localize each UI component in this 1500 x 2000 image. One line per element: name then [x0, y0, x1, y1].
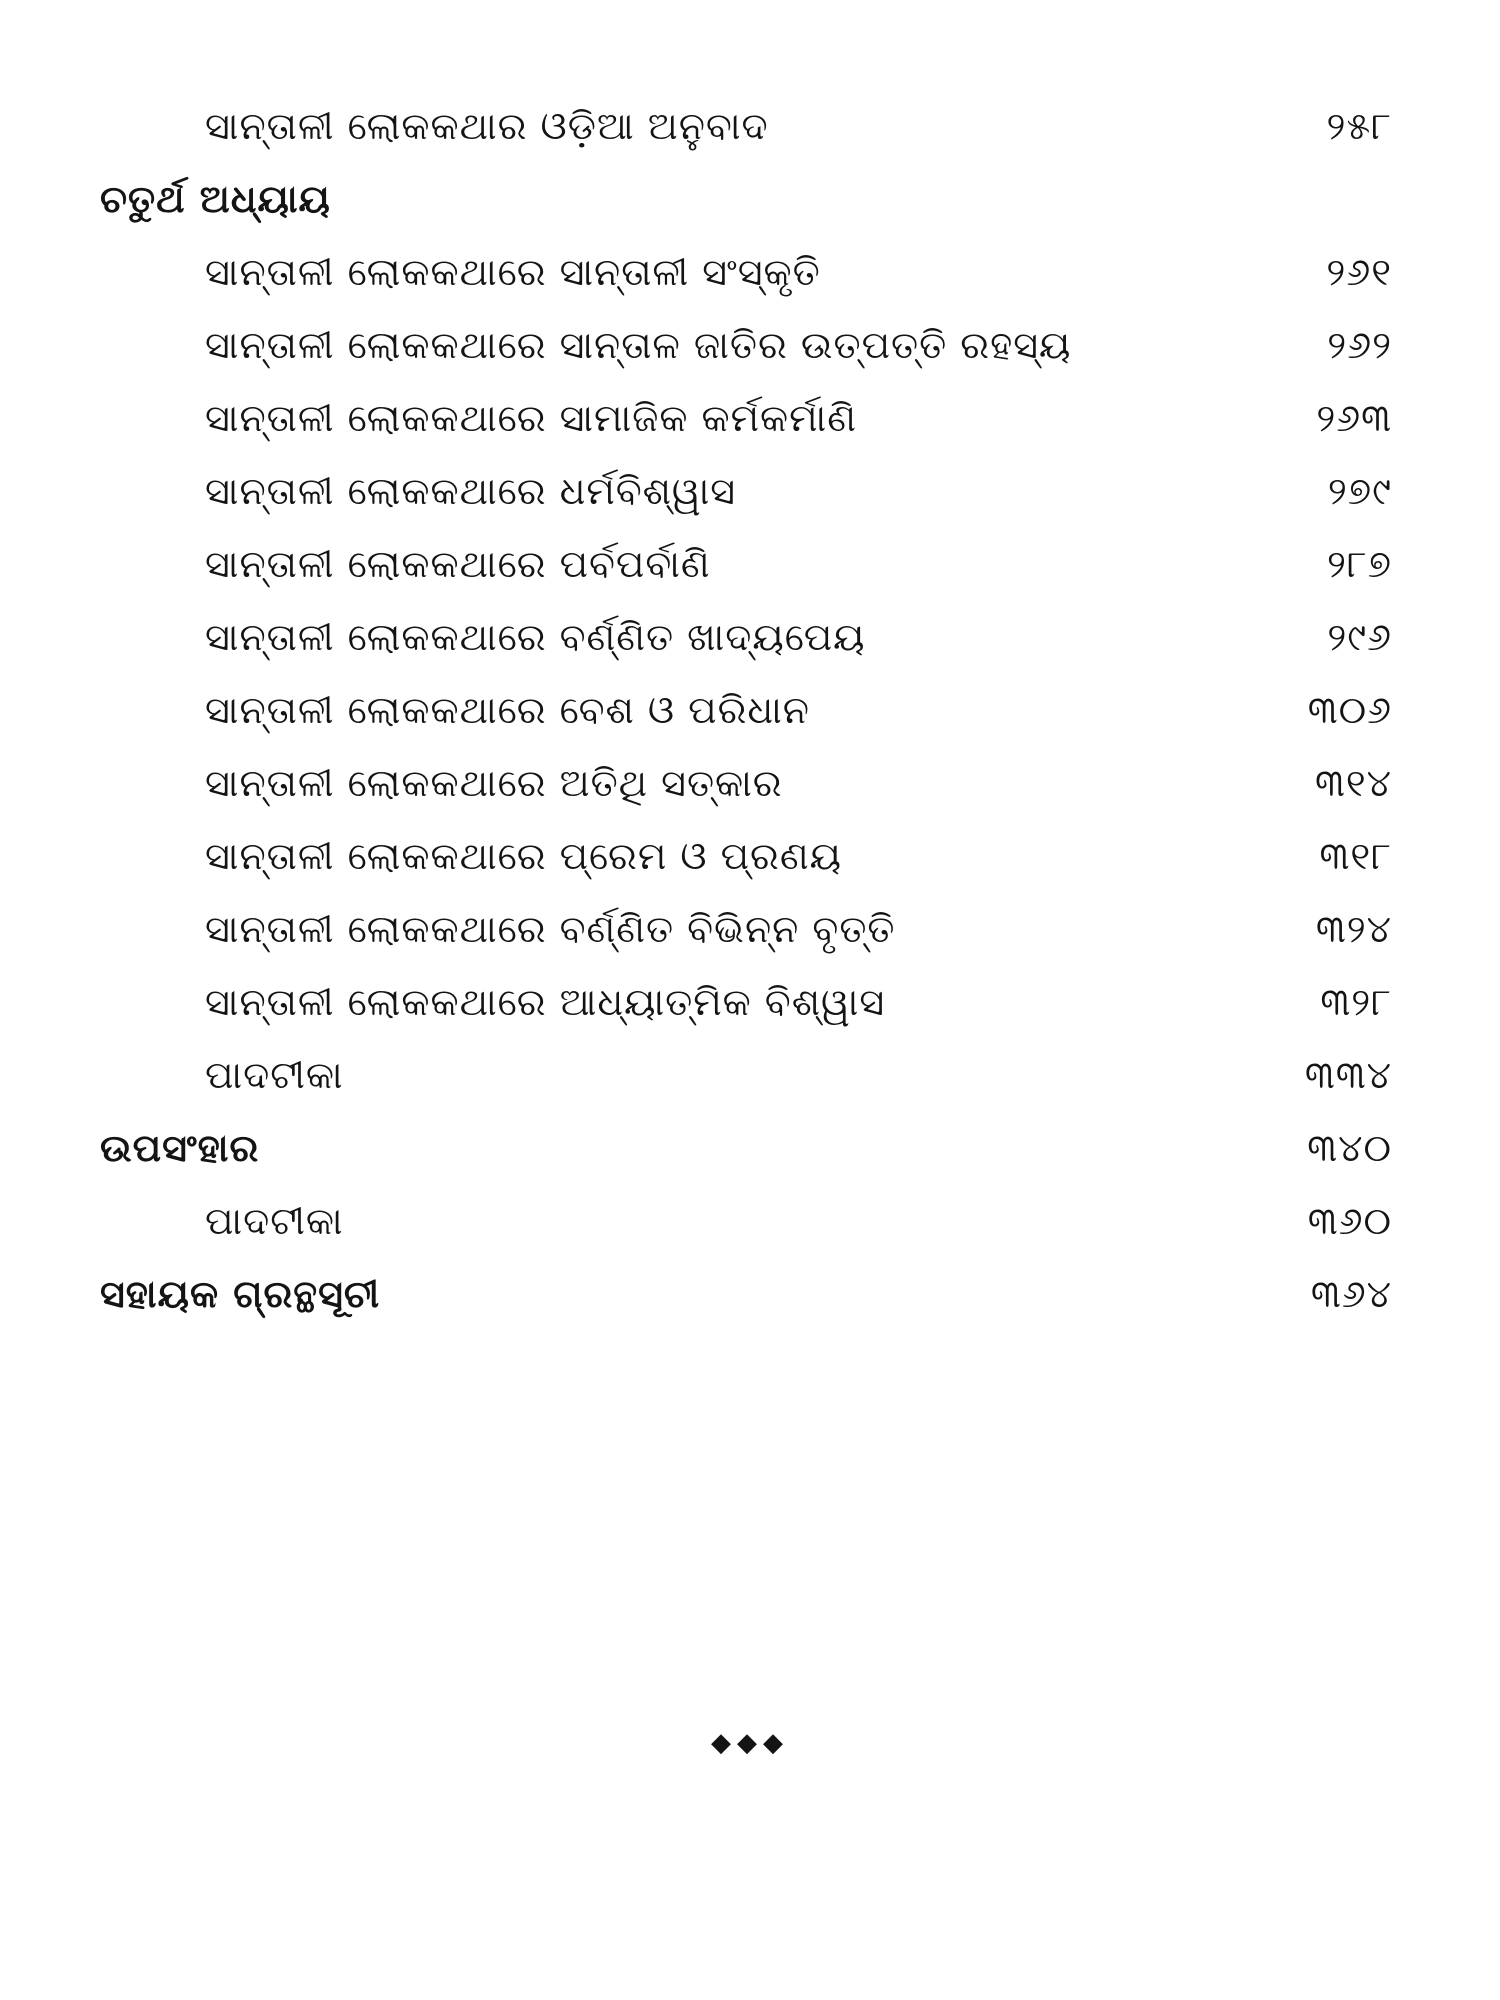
end-ornament: ◆◆◆: [711, 1728, 789, 1758]
toc-entry-title: ସାନ୍ତାଳୀ ଲୋକକଥାରେ ସାମାଜିକ କର୍ମକର୍ମାଣି: [205, 396, 857, 440]
toc-entry-page: ୩୪୦: [1307, 1126, 1392, 1170]
toc-entry: [0, 528, 1500, 601]
toc-entry-title: ସାନ୍ତାଳୀ ଲୋକକଥାରେ ଅତିଥି ସତ୍କାର: [205, 761, 783, 805]
toc-entry-page: ୩୦୬: [1307, 688, 1392, 732]
toc-entry: [0, 1185, 1500, 1258]
toc-entry-page: ୩୬୦: [1307, 1199, 1392, 1243]
toc-heading-title: ଉପସଂହାର: [100, 1126, 260, 1170]
toc-entry-title: ସାନ୍ତାଳୀ ଲୋକକଥାରେ ବେଶ ଓ ପରିଧାନ: [205, 688, 810, 732]
toc-entry-title: ସାନ୍ତାଳୀ ଲୋକକଥାରେ ଆଧ୍ୟାତ୍ମିକ ବିଶ୍ୱାସ: [205, 980, 886, 1024]
toc-entry: [0, 747, 1500, 820]
toc-entry: [0, 90, 1500, 163]
toc-entry-page: ୩୧୪: [1314, 761, 1392, 805]
toc-entry-page: ୨୮୭: [1326, 542, 1392, 586]
toc-entry: [0, 309, 1500, 382]
table-of-contents: [0, 90, 1500, 1331]
toc-entry-title: ସାନ୍ତାଳୀ ଲୋକକଥାରେ ବର୍ଣ୍ଣିତ ଖାଦ୍ୟପେୟ: [205, 615, 866, 659]
toc-entry: [0, 236, 1500, 309]
toc-entry-page: ୨୫୮: [1326, 104, 1392, 148]
toc-entry: [0, 601, 1500, 674]
toc-entry: [0, 1039, 1500, 1112]
toc-chapter-heading: [0, 1112, 1500, 1185]
toc-entry: [0, 455, 1500, 528]
toc-chapter-heading: [0, 163, 1500, 236]
toc-chapter-heading: [0, 1258, 1500, 1331]
toc-entry-page: ୨୬୧: [1326, 250, 1392, 294]
toc-entry-title: ପାଦଟୀକା: [205, 1053, 344, 1097]
toc-entry-page: ୩୨୮: [1320, 980, 1392, 1024]
toc-entry: [0, 893, 1500, 966]
toc-entry-title: ସାନ୍ତାଳୀ ଲୋକକଥାରେ ସାନ୍ତାଳ ଜାତିର ଉତ୍ପତ୍ତି ରହସ୍ୟ: [205, 323, 1072, 367]
toc-entry: [0, 966, 1500, 1039]
toc-entry: [0, 820, 1500, 893]
toc-entry-page: ୨୯୬: [1327, 615, 1392, 659]
toc-entry-title: ପାଦଟୀକା: [205, 1199, 344, 1243]
toc-entry-page: ୩୬୪: [1310, 1272, 1392, 1316]
toc-entry-page: ୨୬୨: [1327, 323, 1392, 367]
toc-entry-page: ୩୩୪: [1304, 1053, 1392, 1097]
toc-entry-page: ୩୨୪: [1315, 907, 1392, 951]
toc-entry-page: ୩୧୮: [1319, 834, 1392, 878]
toc-entry-title: ସାନ୍ତାଳୀ ଲୋକକଥାରେ ସାନ୍ତାଳୀ ସଂସ୍କୃତି: [205, 250, 821, 294]
toc-entry-page: ୨୬୩: [1316, 396, 1392, 440]
toc-entry-title: ସାନ୍ତାଳୀ ଲୋକକଥାରେ ପର୍ବପର୍ବାଣି: [205, 542, 711, 586]
toc-entry-page: ୨୭୯: [1327, 469, 1392, 513]
toc-entry-title: ସାନ୍ତାଳୀ ଲୋକକଥାରେ ପ୍ରେମ ଓ ପ୍ରଣୟ: [205, 834, 842, 878]
toc-heading-title: ଚତୁର୍ଥ ଅଧ୍ୟାୟ: [100, 177, 331, 221]
toc-entry-title: ସାନ୍ତାଳୀ ଲୋକକଥାରେ ଧର୍ମବିଶ୍ୱାସ: [205, 469, 737, 513]
toc-entry: [0, 674, 1500, 747]
toc-entry-title: ସାନ୍ତାଳୀ ଲୋକକଥାରେ ବର୍ଣ୍ଣିତ ବିଭିନ୍ନ ବୃତ୍ତି: [205, 907, 896, 951]
toc-heading-title: ସହାୟକ ଗ୍ରନ୍ଥସୂଚୀ: [100, 1272, 381, 1316]
toc-entry: [0, 382, 1500, 455]
toc-entry-title: ସାନ୍ତାଳୀ ଲୋକକଥାର ଓଡ଼ିଆ ଅନୁବାଦ: [205, 104, 769, 148]
